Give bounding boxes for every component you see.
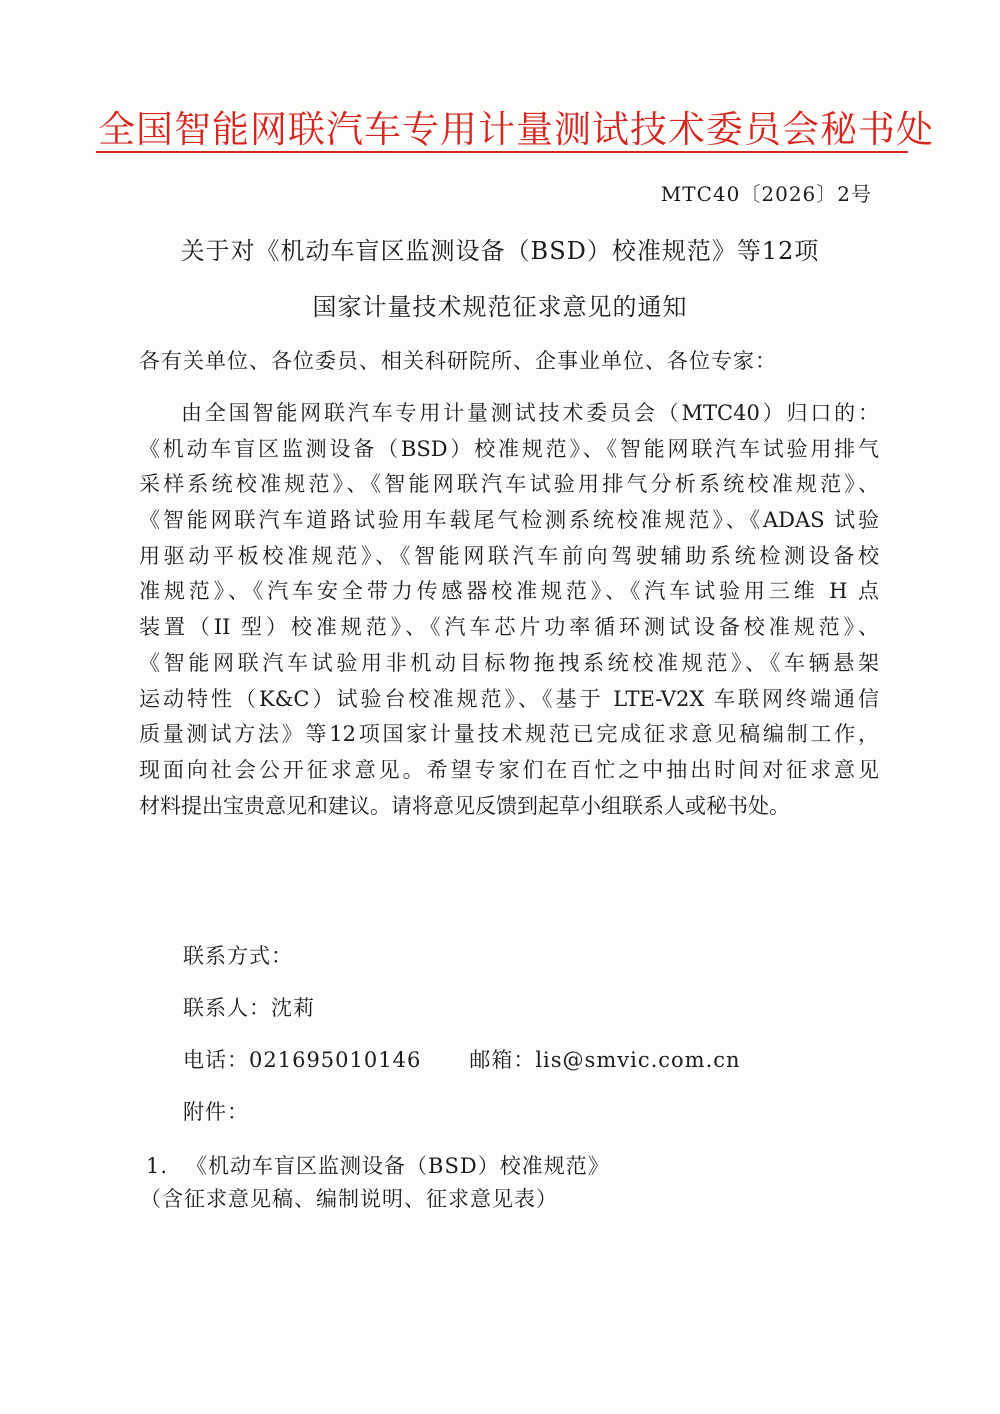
attachment-title: 《机动车盲区监测设备（BSD）校准规范》: [186, 1154, 610, 1178]
attachment-number: 1.: [146, 1154, 169, 1178]
contact-person: 联系人：沈莉: [183, 996, 315, 1020]
contact-phone: 电话：021695010146: [183, 1048, 422, 1072]
body-line: 《机动车盲区监测设备（BSD）校准规范》、《智能网联汽车试验用排气: [139, 436, 879, 461]
body-line: 装置（II 型）校准规范》、《汽车芯片功率循环测试设备校准规范》、: [139, 615, 879, 640]
org-header-title: 全国智能网联汽车专用计量测试技术委员会秘书处: [98, 108, 934, 151]
attachment-note: （含征求意见稿、编制说明、征求意见表）: [140, 1187, 558, 1211]
body-line: 《智能网联汽车道路试验用车载尾气检测系统校准规范》、《ADAS 试验: [139, 508, 879, 533]
notice-title-line-2: 国家计量技术规范征求意见的通知: [312, 293, 688, 321]
body-line: 采样系统校准规范》、《智能网联汽车试验用排气分析系统校准规范》、: [139, 472, 879, 497]
header-red-rule: [96, 151, 908, 153]
body-line: 材料提出宝贵意见和建议。请将意见反馈到起草小组联系人或秘书处。: [139, 793, 790, 818]
body-line: 质量测试方法》等12项国家计量技术规范已完成征求意见稿编制工作，: [139, 722, 879, 747]
notice-title-line-1: 关于对《机动车盲区监测设备（BSD）校准规范》等12项: [180, 237, 820, 265]
body-paragraph: [139, 396, 879, 824]
contact-heading: 联系方式：: [183, 944, 293, 968]
contact-phone-email-row: [183, 1044, 741, 1074]
body-line: 准规范》、《汽车安全带力传感器校准规范》、《汽车试验用三维 H 点: [139, 579, 879, 604]
body-line: 用驱动平板校准规范》、《智能网联汽车前向驾驶辅助系统检测设备校: [139, 543, 879, 568]
body-line: 运动特性（K&C）试验台校准规范》、《基于 LTE-V2X 车联网终端通信: [139, 686, 879, 711]
body-line: 《智能网联汽车试验用非机动目标物拖拽系统校准规范》、《车辆悬架: [139, 650, 879, 675]
body-line: 由全国智能网联汽车专用计量测试技术委员会（MTC40）归口的：: [181, 401, 879, 425]
contact-email: 邮箱：lis@smvic.com.cn: [469, 1048, 741, 1072]
body-line: 现面向社会公开征求意见。希望专家们在百忙之中抽出时间对征求意见: [139, 757, 879, 782]
attachments-label: 附件：: [183, 1100, 249, 1124]
greeting: 各有关单位、各位委员、相关科研院所、企事业单位、各位专家：: [139, 349, 777, 373]
attachment-item: [146, 1150, 610, 1180]
document-number: MTC40〔2026〕2号: [660, 182, 872, 206]
